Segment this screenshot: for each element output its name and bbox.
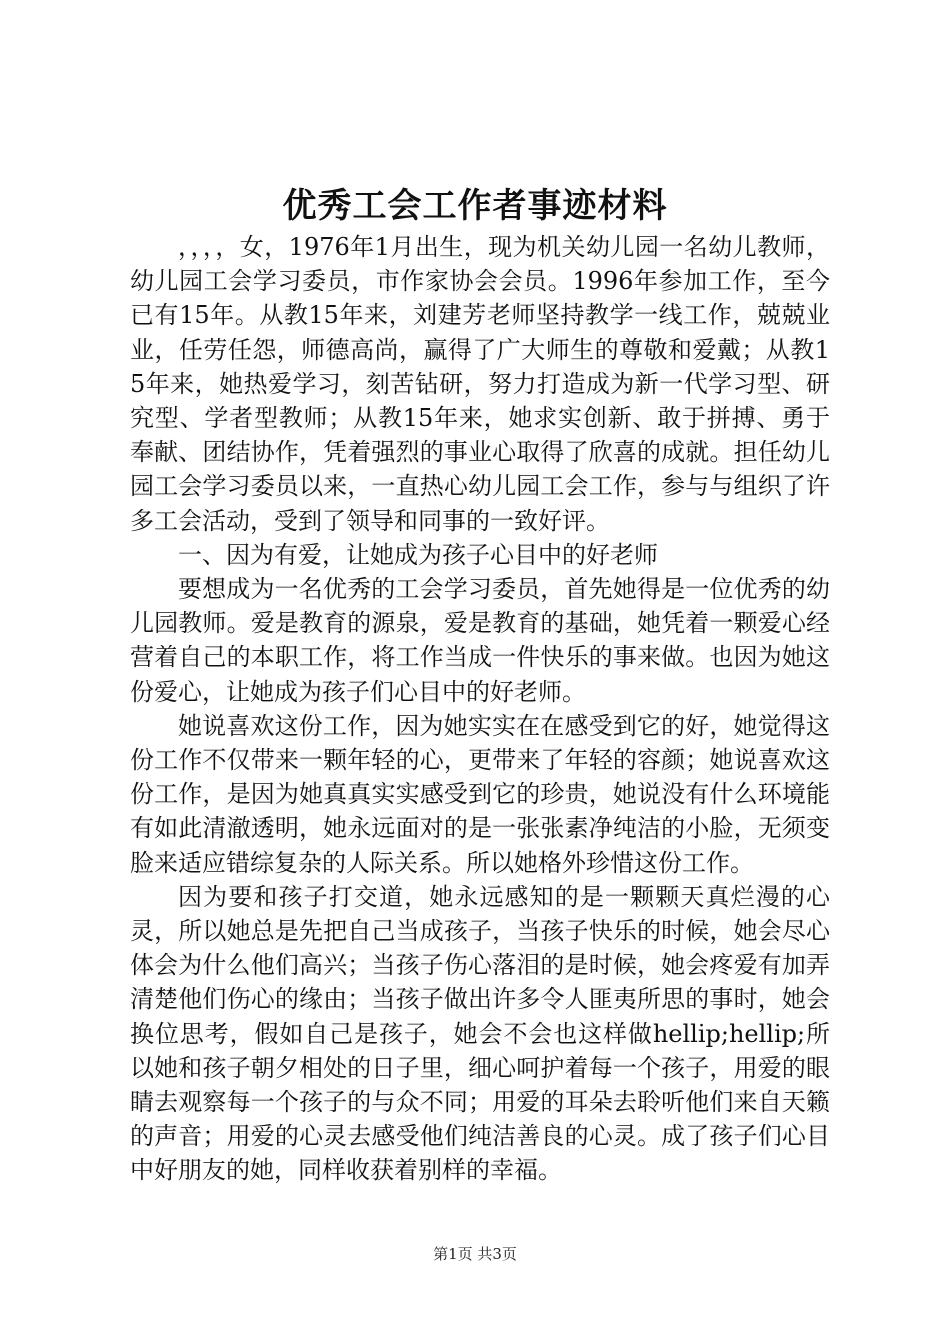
paragraph-intro: ，，，，女，1976年1月出生，现为机关幼儿园一名幼儿教师，幼儿园工会学习委员，市作家协会会员。1996年参加工作，至今已有15年。从教15年来，刘建芳老师坚持教学一线工作，兢兢业业，任劳任怨，师德高尚，赢得了广大师生的尊敬和爱戴；从教15年来，她热爱学习，刻苦钻研，努力打造成为新一代学习型、研究型、学者型教师；从教15年来，她求实创新、敢于拼搏、勇于奉献、团结协作，凭着强烈的事业心取得了欣喜的成就。担任幼儿园工会学习委员以来，一直热心幼儿园工会工作，参与与组织了许多工会活动，受到了领导和同事的一致好评。 (130, 233, 830, 535)
paragraph: 要想成为一名优秀的工会学习委员，首先她得是一位优秀的幼儿园教师。爱是教育的源泉，爱是教育的基础，她凭着一颗爱心经营着自己的本职工作，将工作当成一件快乐的事来做。也因为她这份爱心，让她成为孩子们心目中的好老师。 (130, 575, 830, 706)
document-title: 优秀工会工作者事迹材料 (282, 186, 668, 226)
section-heading: 一、因为有爱，让她成为孩子心目中的好老师 (178, 540, 658, 569)
paragraph: 她说喜欢这份工作，因为她实实在在感受到它的好，她觉得这份工作不仅带来一颗年轻的心，更带来了年轻的容颜；她说喜欢这份工作，是因为她真真实实感受到它的珍贵，她说没有什么环境能有如此清澈透明，她永远面对的是一张张素净纯洁的小脸，无须变脸来适应错综复杂的人际关系。所以她格外珍惜这份工作。 (130, 711, 830, 877)
page-number-footer: 第1页 共3页 (433, 1245, 517, 1263)
paragraph: 因为要和孩子打交道，她永远感知的是一颗颗天真烂漫的心灵，所以她总是先把自己当成孩子，当孩子快乐的时候，她会尽心体会为什么他们高兴；当孩子伤心落泪的是时候，她会疼爱有加弄清楚他们伤心的缘由；当孩子做出许多令人匪夷所思的事时，她会换位思考，假如自己是孩子，她会不会也这样做hellip;hellip;所以她和孩子朝夕相处的日子里，细心呵护着每一个孩子，用爱的眼睛去观察每一个孩子的与众不同；用爱的耳朵去聆听他们来自天籁的声音；用爱的心灵去感受他们纯洁善良的心灵。成了孩子们心目中好朋友的她，同样收获着别样的幸福。 (130, 882, 830, 1185)
document-body (130, 230, 830, 1188)
